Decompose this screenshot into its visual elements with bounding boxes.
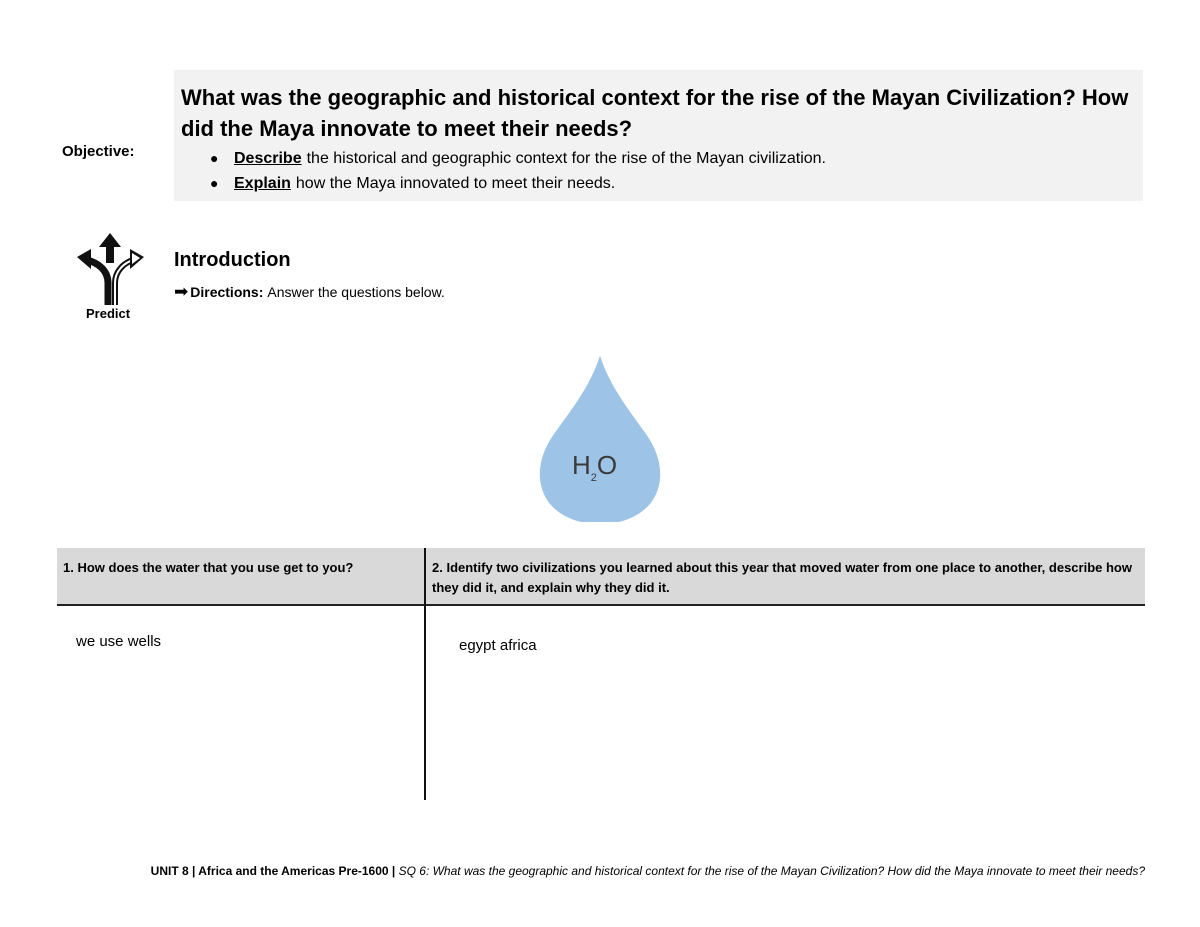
bullet-keyword: Describe <box>234 150 302 167</box>
right-arrow-icon: ➡ <box>174 282 189 301</box>
table-divider <box>57 604 1145 606</box>
bullet-text: how the Maya innovated to meet their needs. <box>295 175 616 192</box>
split-arrows-icon <box>75 233 145 305</box>
directions-text: Answer the questions below. <box>267 284 445 300</box>
answer-2[interactable]: egypt africa <box>459 637 537 654</box>
page-footer <box>60 862 1145 880</box>
question-2: 2. Identify two civilizations you learned about this year that moved water from one place to another, describe how they did it, and explain why they did it. <box>432 560 1132 595</box>
water-drop-icon <box>536 356 664 522</box>
table-column-divider <box>424 548 426 800</box>
drop-text-h: H <box>572 450 591 480</box>
question-1: 1. How does the water that you use get to you? <box>63 560 354 575</box>
directions <box>174 282 445 302</box>
predict-label: Predict <box>86 306 131 321</box>
objective-label: Objective: <box>62 143 135 160</box>
objective-bullet-explain <box>210 171 826 196</box>
drop-text-sub: 2 <box>590 472 597 484</box>
answer-1[interactable]: we use wells <box>76 633 162 650</box>
footer-sq: SQ 6: What was the geographic and historical context for the rise of the Mayan Civilization? How did the Maya innovate to meet their needs? <box>398 864 1145 878</box>
directions-label: Directions: <box>190 284 264 300</box>
drop-text-o: O <box>596 450 618 480</box>
objective-question: What was the geographic and historical context for the rise of the Mayan Civilization? How did the Maya innovate to meet their needs? <box>181 85 1129 141</box>
bullet-keyword: Explain <box>234 175 291 192</box>
footer-unit: UNIT 8 | Africa and the Americas Pre-1600 | <box>150 864 396 878</box>
objective-bullet-describe <box>210 146 826 171</box>
objective-bullets <box>210 146 826 196</box>
bullet-dot: ● <box>210 175 219 191</box>
bullet-dot: ● <box>210 150 219 166</box>
bullet-text: the historical and geographic context for the rise of the Mayan civilization. <box>306 150 826 167</box>
intro-title: Introduction <box>174 249 291 271</box>
